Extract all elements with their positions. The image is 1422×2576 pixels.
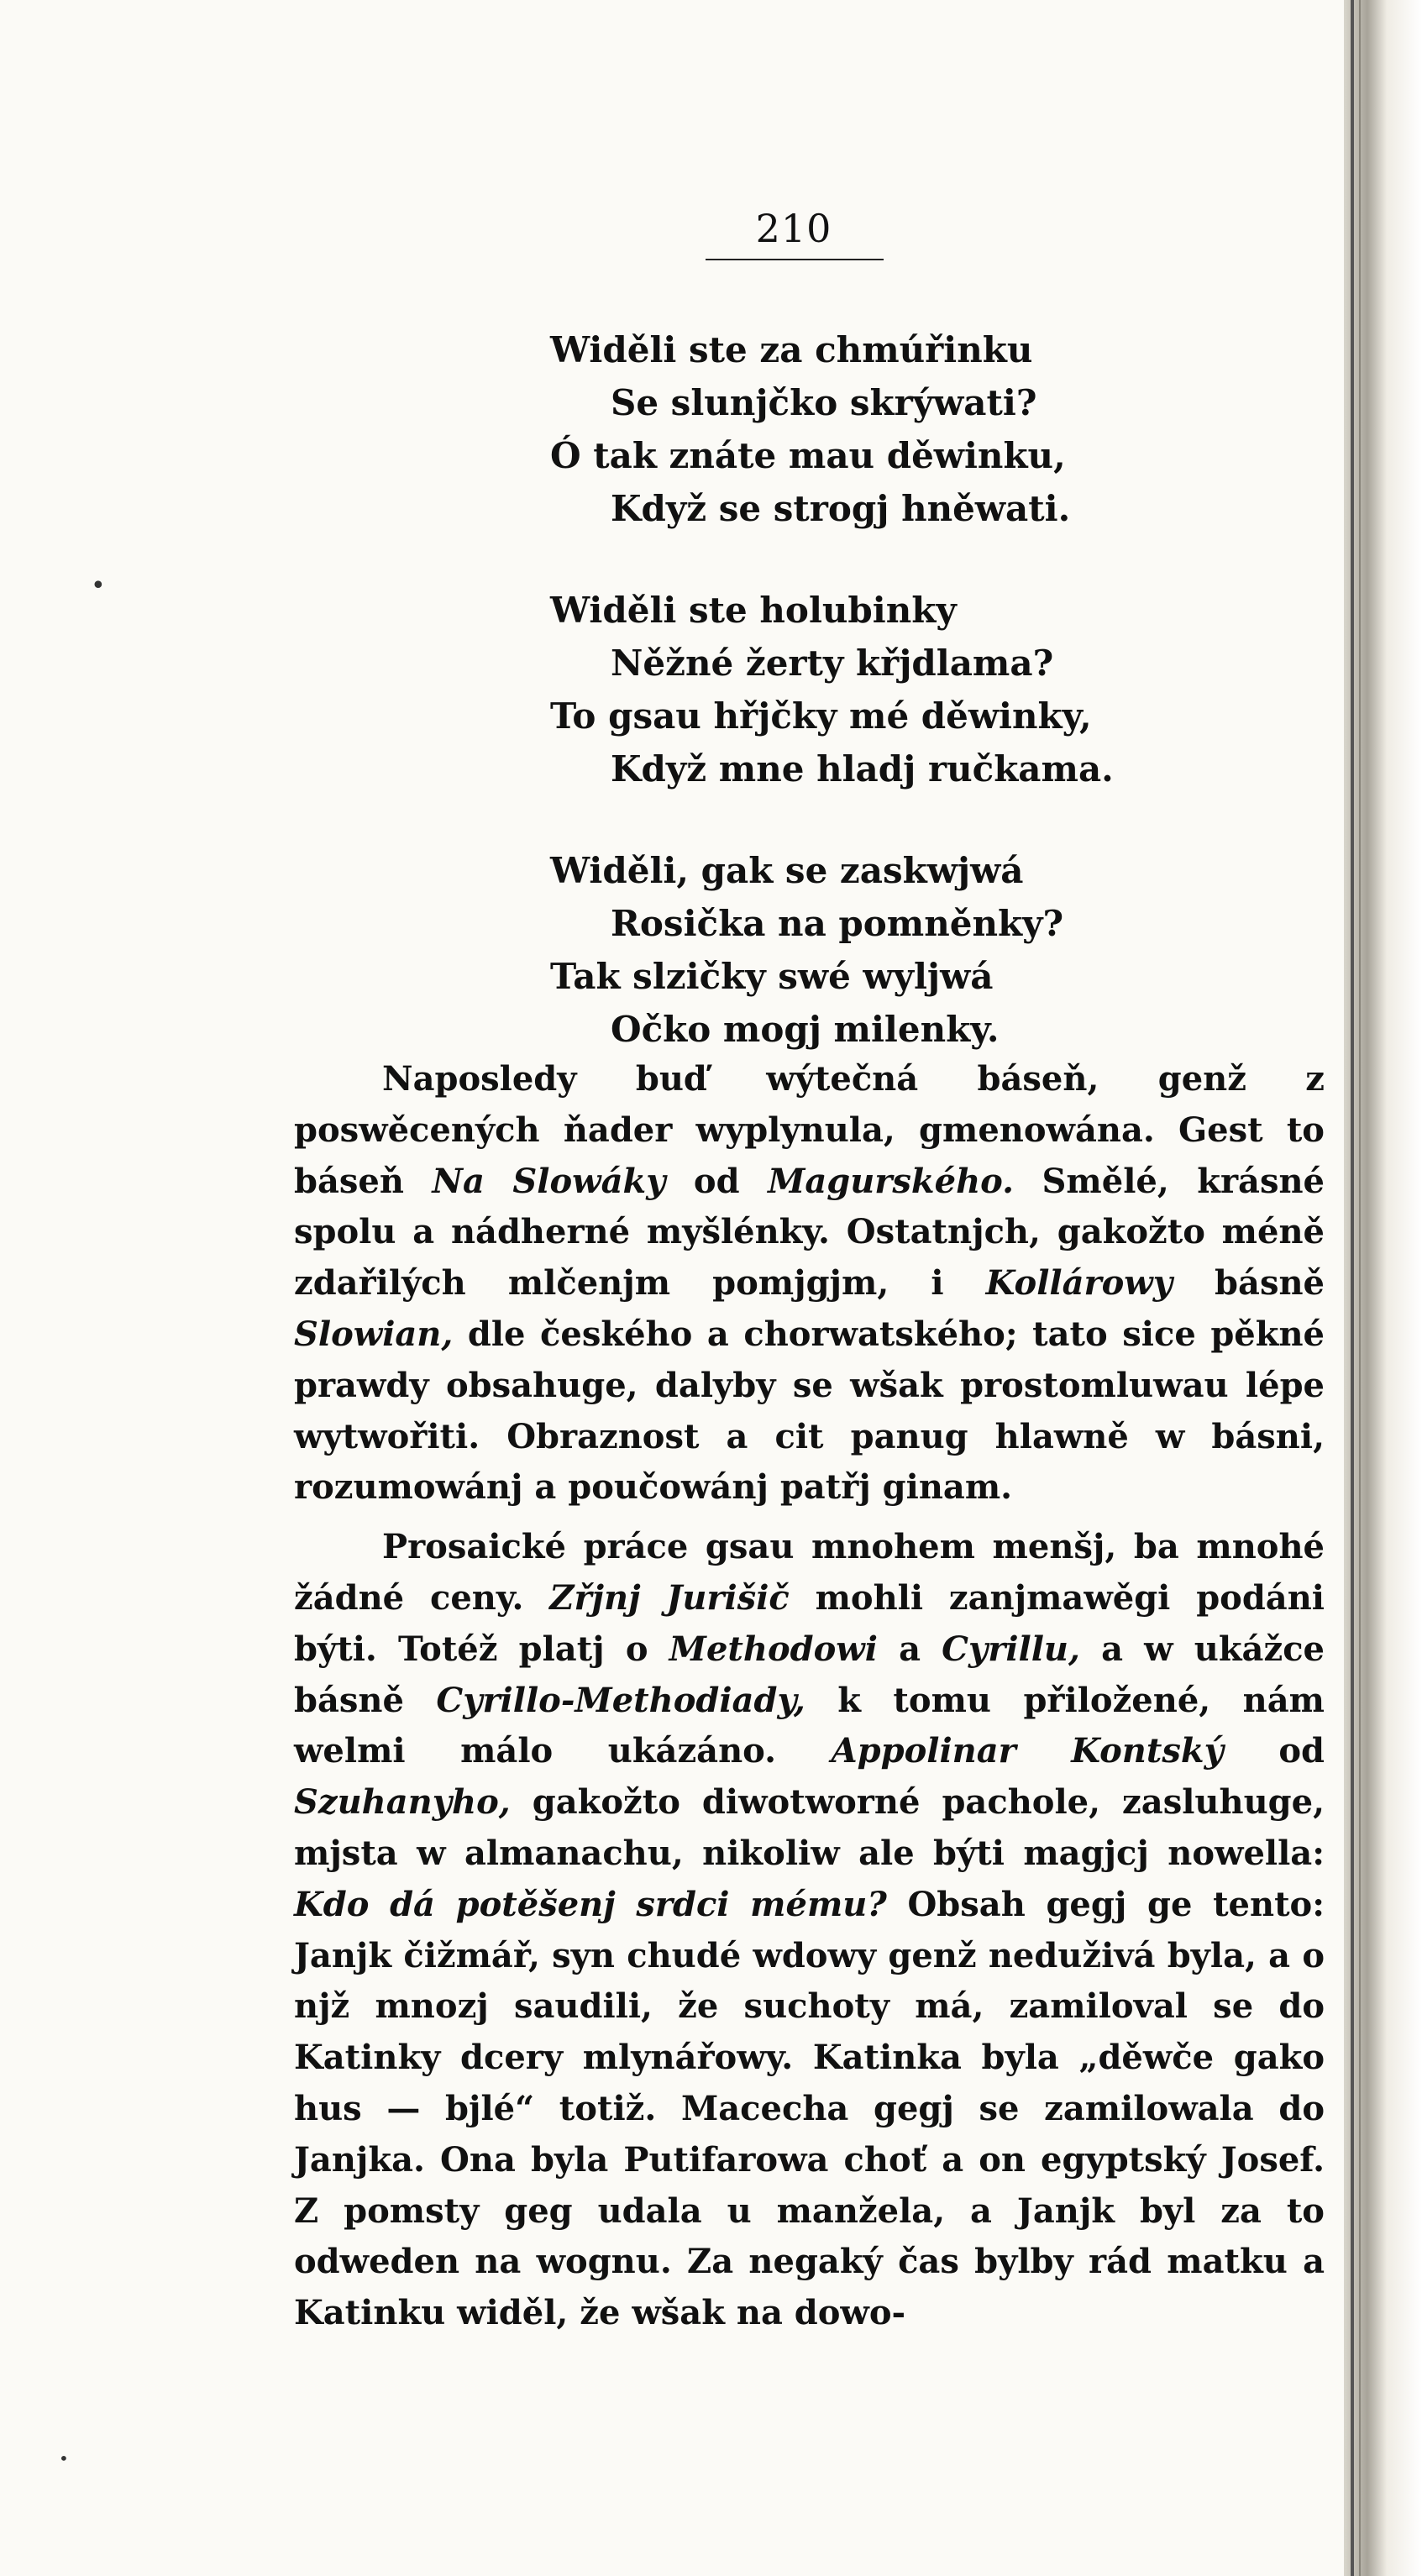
page-number-rule [706, 259, 884, 260]
edge-line [1359, 0, 1361, 2576]
italic-title: Cyrillo-Methodiady, [436, 1680, 805, 1720]
text-run: a w ukážce básně [294, 1629, 1325, 1720]
poem-line: Widěli, gak se zaskwjwá [550, 850, 1024, 891]
poem-stanza [550, 323, 1114, 535]
text-run: dle českého a chorwatského; tato sice pěkné prawdy obsahuge, dalyby se wšak prostomluwau lépe wytwořiti. Obraznost a cit panug hlawně w básni, rozumowánj a poučowánj patřj ginam. [294, 1314, 1325, 1508]
italic-title: Appolinar Kontský [831, 1731, 1224, 1771]
text-run: Naposledy buď wýtečná báseň, genž z poswěcených ňader wyplynula, gmenowána. Gest to báseň [294, 1059, 1325, 1201]
text-run: gakožto diwotworné pachole, zasluhuge, mjsta w almanachu, nikoliw ale býti magjcj nowella: [294, 1782, 1325, 1873]
italic-name: Kollárowy [985, 1263, 1173, 1304]
poem-line: Widěli ste holubinky [550, 590, 957, 631]
poem-stanza [550, 844, 1114, 1056]
poem-line: Ó tak znáte mau děwinku, [550, 435, 1066, 476]
poem-line: Se slunjčko skrýwati? [611, 382, 1037, 423]
edge-line [1351, 0, 1354, 2576]
paragraph-prosaicke [294, 1522, 1325, 2339]
text-run: od [1223, 1731, 1325, 1771]
poem-line: Něžné žerty křjdlama? [611, 643, 1054, 684]
page-number: 210 [755, 206, 832, 251]
italic-title: Kdo dá potěšenj srdci mému? [294, 1884, 887, 1924]
text-run: a [877, 1629, 942, 1669]
italic-name: Szuhanyho, [294, 1782, 511, 1823]
poem-line: Když se strogj hněwati. [611, 488, 1071, 529]
poem-stanza [550, 584, 1114, 795]
poem-line: Widěli ste za chmúřinku [550, 329, 1033, 370]
text-run: Smělé, krásné spolu a nádherné myšlénky. Ostatnjch, gakožto méně zdařilých mlčenjm pomjgjm, i [294, 1161, 1325, 1304]
poem [550, 323, 1114, 1104]
italic-name: Magurského. [768, 1161, 1015, 1201]
italic-title: Zřjnj Jurišič [549, 1577, 790, 1618]
italic-name: Methodowi [669, 1629, 878, 1669]
text-run: básně [1172, 1263, 1325, 1304]
poem-line: To gsau hřjčky mé děwinky, [550, 695, 1092, 737]
poem-line: Očko mogj milenky. [611, 1009, 1000, 1050]
italic-title: Na Slowáky [432, 1161, 666, 1201]
poem-line: Když mne hladj ručkama. [611, 748, 1114, 790]
prose-body [294, 1054, 1325, 2339]
text-run: mohli zanjmawěgi podáni býti. Totéž platj o [294, 1577, 1325, 1669]
paragraph-naposledy [294, 1054, 1325, 1514]
speck-mark: • [91, 571, 106, 601]
text-run: Prosaické práce gsau mnohem menšj, ba mnohé žádné ceny. [294, 1527, 1325, 1618]
text-run: k tomu přiložené, nám welmi málo ukázáno. [294, 1680, 1325, 1771]
poem-line: Tak slzičky swé wyljwá [550, 956, 994, 997]
text-run: Obsah gegj ge tento: Janjk čižmář, syn chudé wdowy genž neduživá byla, a o njž mnozj saudili, že suchoty má, zamiloval se do Katinky dcery mlynářowy. Katinka byla „děwče gako hus — bjlé“ totiž. Macecha gegj se zamilowala do Janjka. Ona byla Putifarowa choť a on egyptský Josef. Z pomsty geg udala u manžela, a Janjk byl za to odweden na wognu. Za negaký čas bylby rád matku a Katinku widěl, že wšak na dowo- [294, 1884, 1325, 2333]
speck-mark: • [59, 2448, 69, 2468]
page-edge-shadow [1344, 0, 1422, 2576]
italic-name: Cyrillu, [942, 1629, 1080, 1669]
text-run: od [665, 1161, 769, 1201]
italic-title: Slowian, [294, 1314, 454, 1354]
poem-line: Rosička na pomněnky? [611, 903, 1064, 944]
